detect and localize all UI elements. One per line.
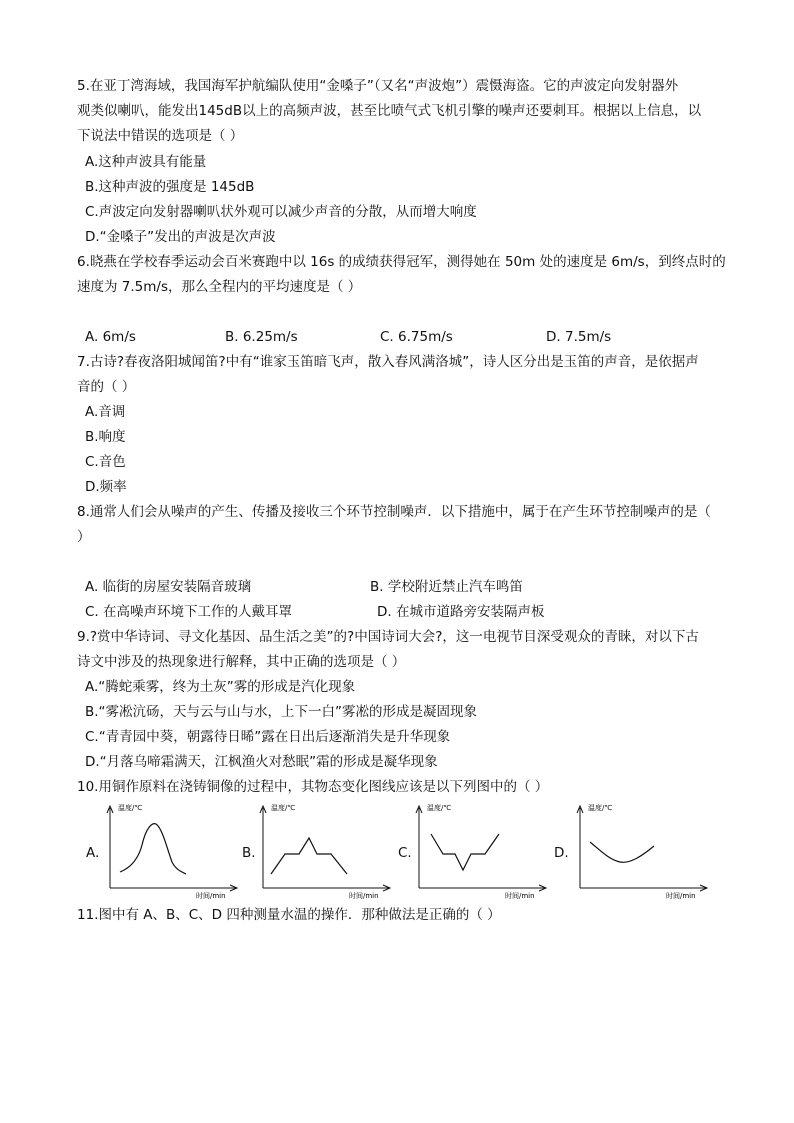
q5-stem-line2: 观类似喇叭，能发出145dB以上的高频声波，甚至比喷气式飞机引擎的噪声还要刺耳。根据以上信息，以 (77, 103, 702, 119)
q6-option-a[interactable]: A. 6m/s (85, 329, 136, 345)
graph-c-xlabel: 时间/min (505, 892, 535, 900)
q9-option-d[interactable]: D.“月落乌啼霜满天，江枫渔火对愁眠”霜的形成是凝华现象 (85, 754, 438, 770)
q7-option-b[interactable]: B.响度 (85, 429, 126, 445)
q9-stem-line2: 诗文中涉及的热现象进行解释，其中正确的选项是（ ） (77, 654, 406, 670)
graph-a-letter[interactable]: A. (86, 845, 100, 861)
graph-a-xlabel: 时间/min (196, 892, 226, 900)
q9-option-b[interactable]: B.“雾凇沆砀，天与云与山与水，上下一白”雾凇的形成是凝固现象 (85, 704, 478, 720)
q6-option-b[interactable]: B. 6.25m/s (225, 329, 298, 345)
q10-stem-line1: 10.用铜作原料在浇铸铜像的过程中，其物态变化图线应该是以下列图中的（ ） (77, 779, 549, 795)
q5-option-b[interactable]: B.这种声波的强度是 145dB (85, 179, 255, 195)
q11-stem-line1: 11.图中有 A、B、C、D 四种测量水温的操作．那种做法是正确的（ ） (77, 907, 501, 923)
graph-c-curve (431, 834, 499, 870)
graph-a-curve (120, 824, 186, 874)
graph-d-ylabel: 温度/℃ (588, 804, 613, 812)
graph-a[interactable] (100, 800, 240, 900)
q7-stem-line2: 音的（ ） (77, 379, 136, 395)
q5-stem-line1: 5.在亚丁湾海域，我国海军护航编队使用“金嗓子”（又名“声波炮”）震慑海盗。它的声波定向发射器外 (77, 78, 679, 94)
graph-b-letter[interactable]: B. (242, 845, 256, 861)
graph-b-xlabel: 时间/min (349, 892, 379, 900)
q8-option-a[interactable]: A. 临街的房屋安装隔音玻璃 (85, 579, 252, 595)
q5-stem-line3: 下说法中错误的选项是（ ） (77, 128, 244, 144)
graph-a-ylabel: 温度/℃ (118, 804, 143, 812)
q8-stem-line2: ） (77, 529, 91, 545)
q7-option-c[interactable]: C.音色 (85, 454, 126, 470)
q7-option-d[interactable]: D.频率 (85, 479, 127, 495)
graph-c-ylabel: 温度/℃ (427, 804, 452, 812)
q8-stem-line1: 8.通常人们会从噪声的产生、传播及接收三个环节控制噪声．以下措施中，属于在产生环节控制噪声的是（ (77, 504, 711, 520)
graph-b-curve (271, 838, 347, 874)
q5-option-a[interactable]: A.这种声波具有能量 (85, 154, 207, 170)
q6-stem-line2: 速度为 7.5m/s，那么全程内的平均速度是（ ） (77, 279, 362, 295)
graph-c[interactable] (409, 800, 549, 900)
q8-option-b[interactable]: B. 学校附近禁止汽车鸣笛 (370, 579, 523, 595)
graph-b[interactable] (253, 800, 393, 900)
q9-stem-line1: 9.?赏中华诗词、寻文化基因、品生活之美”的?中国诗词大会?，这一电视节目深受观众的青睐，对以下古 (77, 629, 699, 645)
q6-stem-line1: 6.晓燕在学校春季运动会百米赛跑中以 16s 的成绩获得冠军，测得她在 50m 处的速度是 6m/s，到终点时的 (77, 254, 726, 270)
q5-option-c[interactable]: C.声波定向发射器喇叭状外观可以减少声音的分散，从而增大响度 (85, 204, 477, 220)
graph-b-ylabel: 温度/℃ (271, 804, 296, 812)
graph-d-curve (590, 842, 654, 862)
graph-d-letter[interactable]: D. (554, 845, 569, 861)
q8-option-c[interactable]: C. 在高噪声环境下工作的人戴耳罩 (85, 604, 293, 620)
graph-d-xlabel: 时间/min (666, 892, 696, 900)
q5-option-d[interactable]: D.“金嗓子”发出的声波是次声波 (85, 229, 276, 245)
q7-option-a[interactable]: A.音调 (85, 404, 126, 420)
q6-option-d[interactable]: D. 7.5m/s (546, 329, 612, 345)
q9-option-a[interactable]: A.“腾蛇乘雾，终为土灰”雾的形成是汽化现象 (85, 679, 356, 695)
q6-option-c[interactable]: C. 6.75m/s (380, 329, 453, 345)
q7-stem-line1: 7.古诗?春夜洛阳城闻笛?中有“谁家玉笛暗飞声，散入春风满洛城”，诗人区分出是玉笛的声音，是依据声 (77, 354, 699, 370)
q9-option-c[interactable]: C.“青青园中葵，朝露待日晞”露在日出后逐渐消失是升华现象 (85, 729, 451, 745)
graph-d[interactable] (570, 800, 710, 900)
graph-c-letter[interactable]: C. (398, 845, 412, 861)
q8-option-d[interactable]: D. 在城市道路旁安装隔声板 (377, 604, 545, 620)
